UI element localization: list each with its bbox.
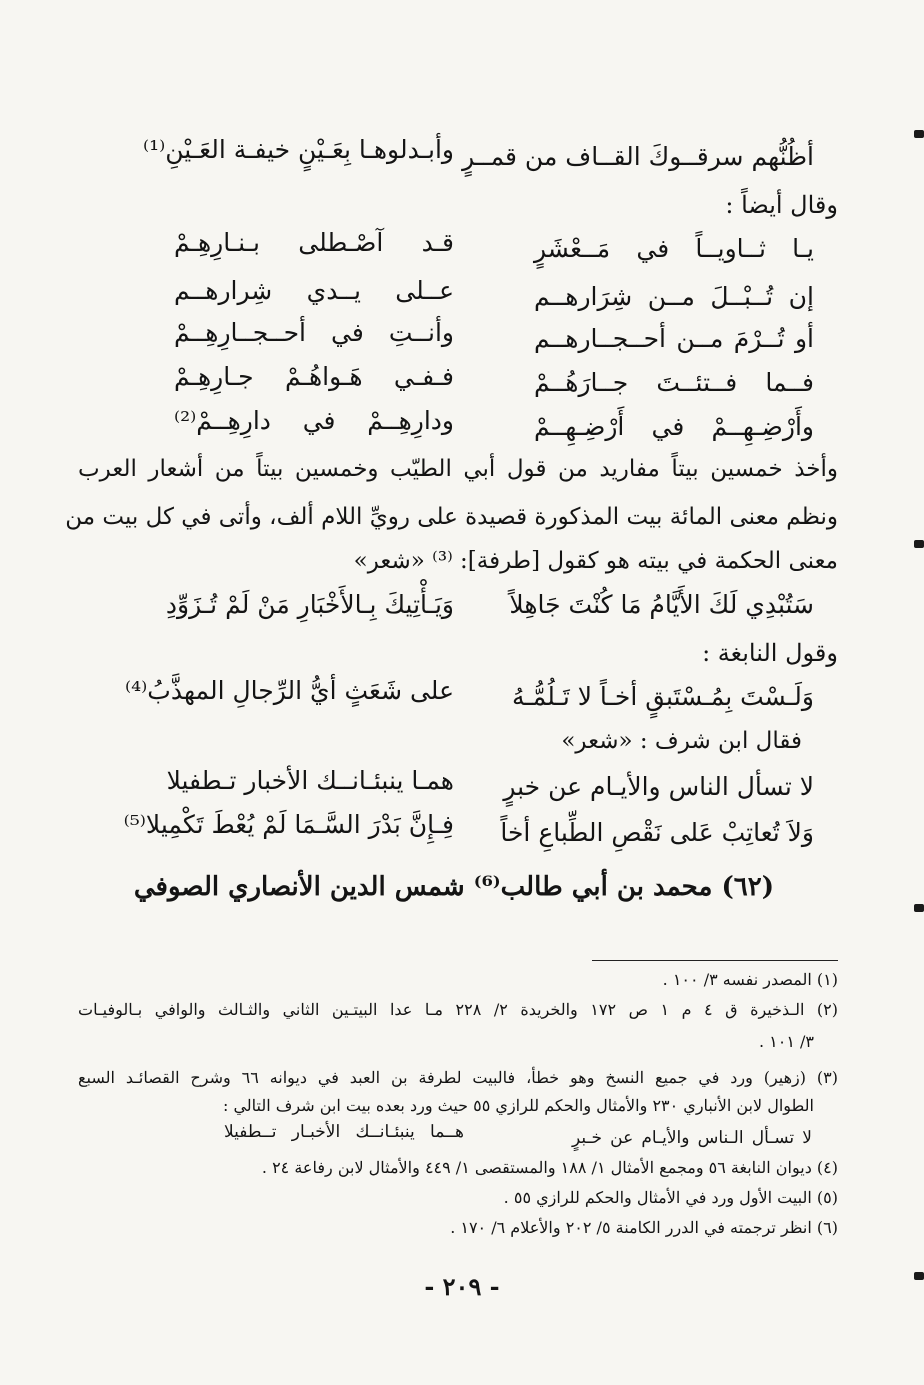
entry-heading: (٦٢) محمد بن أبي طالب⁽⁶⁾ شمس الدين الأنصاري الصوفي (133, 872, 774, 902)
poem1-verse2-first: إن تُــبْــلَ مــن شِرَارهــم (534, 282, 814, 311)
poem1-verse2-second: عــلى يــدي شِرارهــم (174, 276, 454, 305)
verse-1-first-hemistich: أظُنُّهم سرقــوكَ القــاف من قمــرٍ (462, 142, 814, 171)
footnote-3-verse-second: هــما ينبئـانــك الأخبـار تــطفيلا (224, 1122, 464, 1142)
footnote-5: (٥) البيت الأول ورد في الأمثال والحكم للرازي ٥٥ . (503, 1188, 838, 1207)
poem1-verse1-second: قـد آصْـطلى بـنـارِهِـمْ (174, 228, 454, 257)
footnote-2-line-1: (٢) الـذخيرة ق ٤ م ١ ص ١٧٢ والخريدة ٢/ ٢٢٨ مـا عدا البيتـين الثاني والثـالث والوافي بـالوفيـات (78, 1000, 839, 1019)
poem1-verse3-second: وأنــتِ في أحــجــارِهِــمْ (174, 318, 454, 347)
ibn-sharaf-verse2-second: فِـإِنَّ بَدْرَ السَّـمَا لَمْ يُعْطَ تَكْمِيلا⁽⁵⁾ (123, 810, 454, 839)
footnote-separator (592, 960, 838, 961)
intro-line-1: وقال أيضاً : (725, 191, 838, 219)
scan-edge-mark (914, 1272, 924, 1280)
poem1-verse1-first: يـا ثــاويــاً في مَــعْشَرٍ (534, 234, 814, 263)
nabigha-verse-second: على شَعَثٍ أيُّ الرِّجالِ المهذَّبُ⁽⁴⁾ (125, 676, 454, 705)
footnote-3-verse-first: لا تسـأل الـناس والأيـام عن خـبرٍ (572, 1128, 812, 1148)
poem1-verse5-second: ودارِهِــمْ في دارِهِــمْ⁽²⁾ (174, 406, 454, 435)
poem1-verse4-second: فـفـي هَـواهُـمْ جـارِهِـمْ (174, 362, 454, 391)
poem1-verse4-first: فــما فــتئــتَ جــارَهُــمْ (534, 368, 814, 397)
scan-edge-mark (914, 904, 924, 912)
intro-line-3: فقال ابن شرف : «شعر» (561, 728, 802, 754)
page-number: - ٢٠٩ - (424, 1272, 500, 1301)
prose-line-2: ونظم معنى المائة بيت المذكورة قصيدة على رويِّ اللام ألف، وأتى في كل بيت من (65, 504, 838, 530)
footnote-1: (١) المصدر نفسه ٣/ ١٠٠ . (662, 970, 838, 989)
scan-edge-mark (914, 540, 924, 548)
verse-1-second-hemistich: وأبـدلوهـا بِعَـيْنٍ خيفـة العَـيْنِ⁽¹⁾ (142, 135, 454, 164)
footnote-6: (٦) انظر ترجمته في الدرر الكامنة ٥/ ٢٠٢ والأعلام ٦/ ١٧٠ . (450, 1218, 838, 1237)
footnote-3-line-1: (٣) (زهير) ورد في جميع النسخ وهو خطأ، فالبيت لطرفة بن العبد في ديوانه ٦٦ وشرح القصائـد السبع (78, 1068, 838, 1087)
intro-line-2: وقول النابغة : (702, 639, 838, 667)
tarafa-verse-second: وَيَـأْتِيكَ بِـالأَخْبَارِ مَنْ لَمْ تُـزَوِّدِ (165, 590, 454, 619)
poem1-verse5-first: وأَرْضِـهِــمْ في أَرْضِـهِــمْ (534, 412, 814, 441)
poem1-verse3-first: أو تُــرْمَ مــن أحــجــارهــم (534, 324, 814, 353)
scan-edge-mark (914, 130, 924, 138)
ibn-sharaf-verse1-first: لا تسأل الناس والأيـام عن خبرٍ (503, 772, 814, 801)
prose-line-3: معنى الحكمة في بيته هو كقول [طرفة]: ⁽³⁾ «شعر» (353, 548, 838, 574)
footnote-4: (٤) ديوان النابغة ٥٦ ومجمع الأمثال ١/ ١٨٨ والمستقصى ١/ ٤٤٩ والأمثال لابن رفاعة ٢٤ . (261, 1158, 838, 1177)
tarafa-verse-first: سَتُبْدِي لَكَ الأَيَّامُ مَا كُنْتَ جَاهِلاً (509, 590, 814, 619)
ibn-sharaf-verse1-second: همـا ينبئـانــك الأخبار تـطفيلا (166, 766, 454, 795)
prose-line-1: وأخذ خمسين بيتاً مفاريد من قول أبي الطيّب وخمسين بيتاً من أشعار العرب (78, 456, 838, 482)
footnote-2-line-2: ٣/ ١٠١ . (758, 1032, 814, 1051)
footnote-3-line-2: الطوال لابن الأنباري ٢٣٠ والأمثال والحكم للرازي ٥٥ حيث ورد بعده بيت ابن شرف التالي : (222, 1096, 814, 1115)
nabigha-verse-first: وَلَـسْتَ بِمُـسْتَبقٍ أخـاً لا تَـلُمُّـهُ (512, 682, 814, 711)
ibn-sharaf-verse2-first: وَلاَ تُعاتِبْ عَلى نَقْصِ الطِّباعِ أخاً (500, 818, 814, 847)
